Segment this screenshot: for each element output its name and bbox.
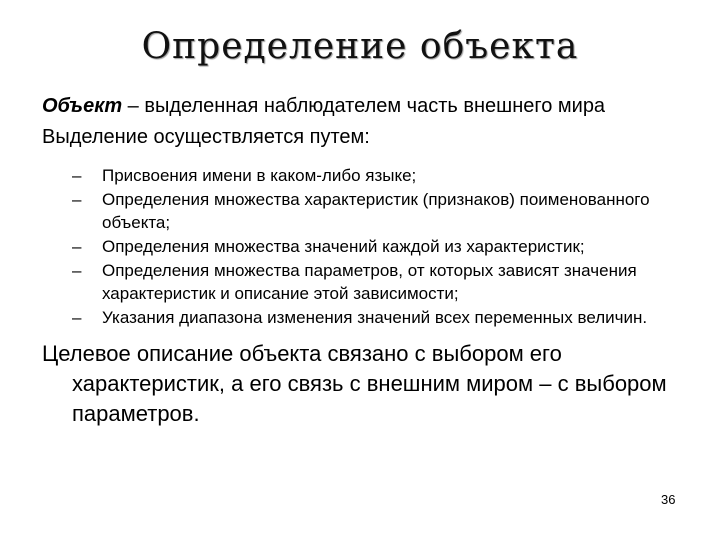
dash-bullet: – — [72, 308, 82, 327]
definition-text: – выделенная наблюдателем часть внешнего мира — [122, 95, 606, 117]
slide-title: Определение объекта — [141, 26, 579, 67]
definition-paragraph — [42, 94, 682, 119]
list-item-text: Определения множества параметров, от которых зависят значения характеристик и описание этой зависимости; — [102, 261, 637, 303]
list-item — [42, 259, 682, 305]
list-item-text: Присвоения имени в каком-либо языке; — [102, 166, 417, 185]
conclusion-paragraph: Целевое описание объекта связано с выбором его характеристик, а его связь с внешним миром – с выбором параметров. — [42, 341, 667, 426]
dash-bullet: – — [72, 237, 82, 256]
page-number: 36 — [661, 492, 676, 507]
list-item — [42, 188, 682, 234]
method-list — [42, 164, 682, 329]
dash-bullet: – — [72, 166, 82, 185]
list-item — [42, 235, 682, 258]
list-item-text: Определения множества характеристик (признаков) поименованного объекта; — [102, 190, 650, 232]
dash-bullet: – — [72, 261, 82, 280]
intro-paragraph: Выделение осуществляется путем: — [42, 126, 370, 148]
list-item-text: Определения множества значений каждой из характеристик; — [102, 237, 585, 256]
list-item — [42, 164, 682, 187]
list-item — [42, 306, 682, 329]
definition-term: Объект — [42, 95, 123, 117]
slide-body — [42, 94, 682, 429]
list-item-text: Указания диапазона изменения значений всех переменных величин. — [102, 308, 648, 327]
dash-bullet: – — [72, 190, 82, 209]
